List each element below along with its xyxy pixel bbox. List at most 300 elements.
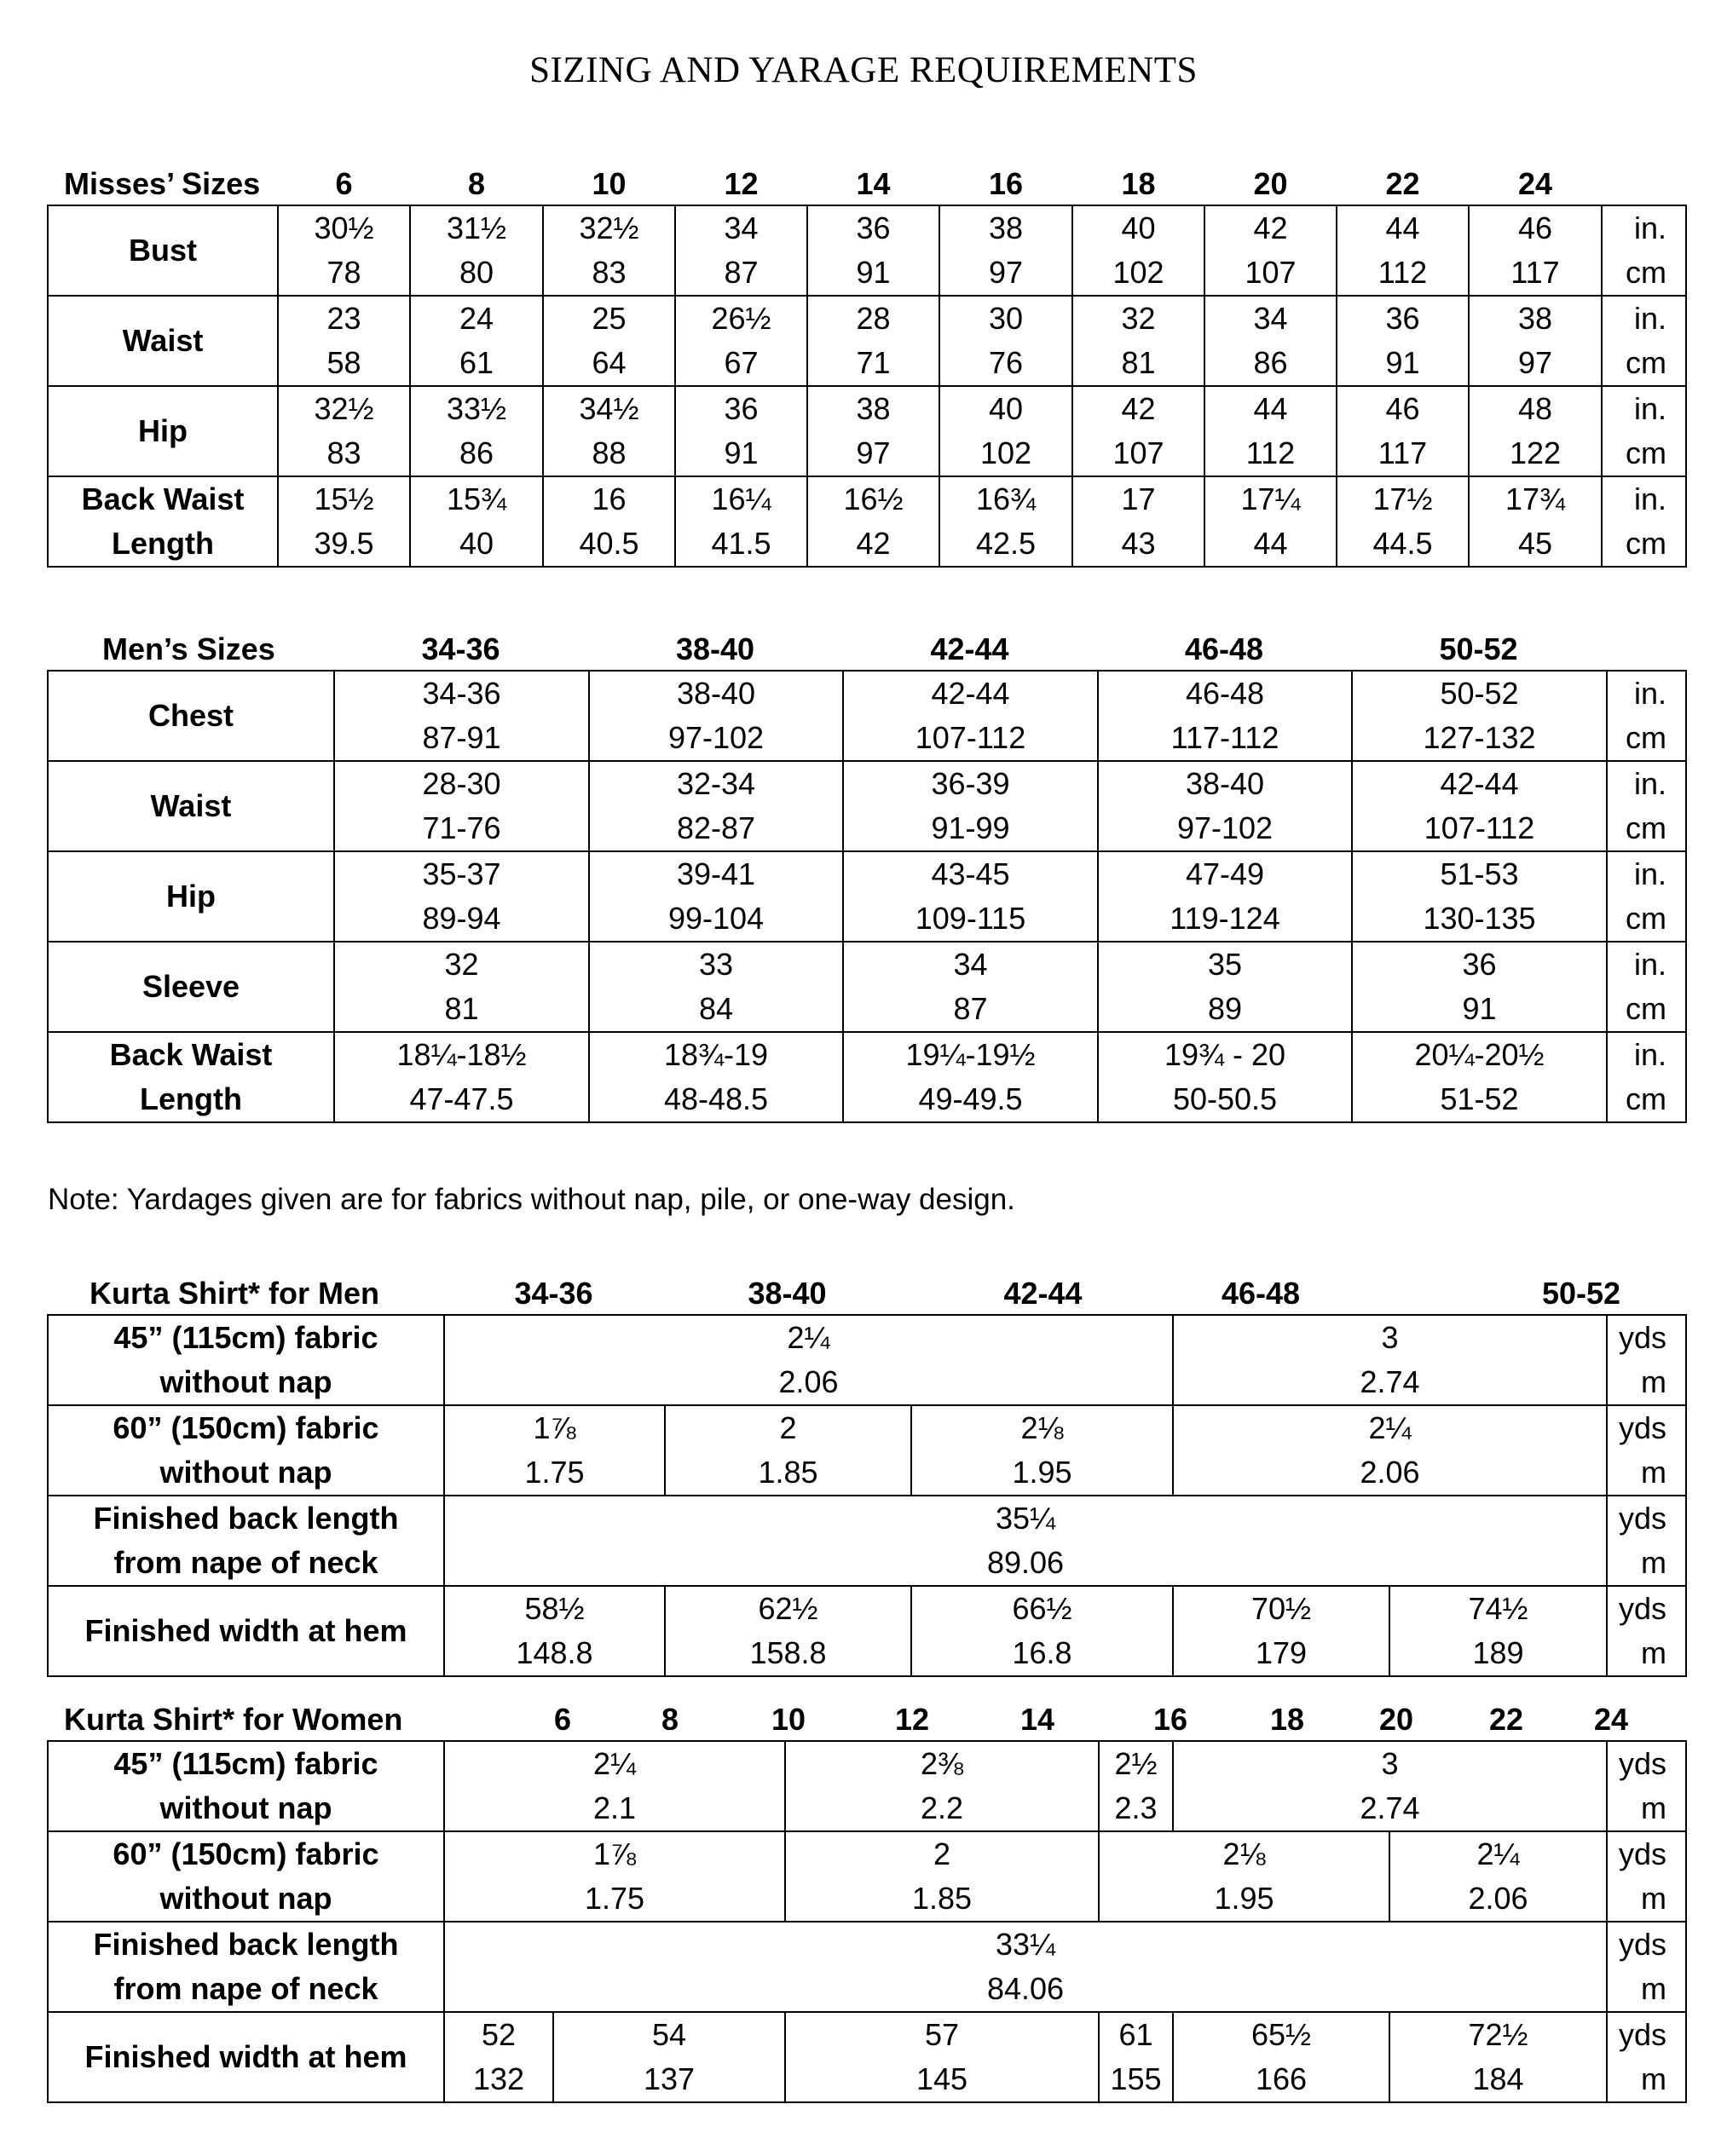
label-line: Back Waist xyxy=(81,481,245,516)
size-label: 50-52 xyxy=(1541,1276,1621,1311)
value-line: m xyxy=(1641,2061,1667,2096)
value-line: 2.06 xyxy=(778,1364,839,1399)
value-cell xyxy=(911,1586,1173,1676)
value-cell: 34 xyxy=(1204,296,1337,341)
value-line: 89.06 xyxy=(986,1545,1065,1580)
value-cell: 67 xyxy=(675,341,807,386)
unit-label xyxy=(1607,1496,1686,1586)
value-cell: 45 xyxy=(1469,522,1602,567)
table-row xyxy=(48,851,1686,896)
unit-label: cm xyxy=(1607,1077,1686,1122)
value-cell: 43 xyxy=(1072,522,1204,567)
value-line: 1⅞ xyxy=(533,1410,576,1445)
value-line: 145 xyxy=(915,2061,968,2096)
value-cell: 42-44 xyxy=(1352,761,1607,806)
value-cell xyxy=(444,1315,1173,1405)
row-label xyxy=(48,1032,334,1122)
value-cell: 107-112 xyxy=(1352,806,1607,851)
row-label xyxy=(48,205,278,296)
value-cell: 97-102 xyxy=(1098,806,1352,851)
label-line: Bust xyxy=(129,233,197,268)
value-cell: 25 xyxy=(543,296,675,341)
row-label xyxy=(48,1922,444,2012)
value-line: 2.2 xyxy=(921,1790,964,1825)
value-cell: 35 xyxy=(1098,942,1352,987)
value-cell: 17¾ xyxy=(1469,476,1602,522)
value-line: 62½ xyxy=(758,1591,818,1626)
value-line: 2.06 xyxy=(1360,1455,1420,1490)
value-cell: 39-41 xyxy=(589,851,843,896)
value-cell: 64 xyxy=(543,341,675,386)
value-cell: 83 xyxy=(543,251,675,296)
men-sizes-table xyxy=(47,670,1687,1123)
value-line: 2¼ xyxy=(787,1320,830,1355)
value-line: 74½ xyxy=(1468,1591,1528,1626)
value-cell: 48-48.5 xyxy=(589,1077,843,1122)
value-line: 2½ xyxy=(1114,1746,1158,1781)
kurta-women-label: Kurta Shirt* for Women xyxy=(64,1702,403,1737)
table-row xyxy=(48,1741,1686,1831)
value-cell: 32½ xyxy=(278,386,410,431)
value-cell: 46 xyxy=(1337,386,1469,431)
value-line: m xyxy=(1641,1790,1667,1825)
kurta-men-label: Kurta Shirt* for Men xyxy=(90,1276,380,1311)
value-line: 2¼ xyxy=(1368,1410,1412,1445)
value-cell: 34-36 xyxy=(334,671,589,716)
value-cell: 87-91 xyxy=(334,716,589,761)
label-line: from nape of neck xyxy=(113,1971,378,2006)
value-cell xyxy=(1389,1831,1607,1922)
table-row xyxy=(48,386,1686,431)
value-cell: 28-30 xyxy=(334,761,589,806)
value-line: 2¼ xyxy=(592,1746,637,1781)
value-cell: 46-48 xyxy=(1098,671,1352,716)
value-cell xyxy=(444,2012,553,2102)
value-cell: 91-99 xyxy=(843,806,1098,851)
value-line: 1⅞ xyxy=(592,1836,637,1871)
unit-label: cm xyxy=(1602,431,1686,476)
label-line: Hip xyxy=(138,413,188,448)
size-label: 42-44 xyxy=(930,631,1009,666)
value-cell xyxy=(553,2012,785,2102)
value-line: 155 xyxy=(1110,2061,1162,2096)
value-cell xyxy=(444,1405,665,1496)
value-cell: 76 xyxy=(939,341,1072,386)
value-line: yds xyxy=(1619,1836,1667,1871)
value-cell: 16¾ xyxy=(939,476,1072,522)
value-cell: 88 xyxy=(543,431,675,476)
unit-label: in. xyxy=(1602,476,1686,522)
table-row xyxy=(48,476,1686,522)
row-label xyxy=(48,1586,444,1676)
value-cell: 38 xyxy=(939,205,1072,251)
value-cell xyxy=(911,1405,1173,1496)
size-label: 10 xyxy=(592,166,627,201)
value-cell: 42 xyxy=(1204,205,1337,251)
value-cell: 32 xyxy=(1072,296,1204,341)
label-line: Chest xyxy=(147,698,234,733)
label-line: Sleeve xyxy=(142,969,240,1004)
value-cell xyxy=(1099,2012,1173,2102)
value-line: 2 xyxy=(779,1410,797,1445)
unit-label: cm xyxy=(1602,522,1686,567)
value-cell: 119-124 xyxy=(1098,896,1352,942)
value-line: 72½ xyxy=(1468,2017,1528,2052)
label-line: Back Waist xyxy=(109,1037,273,1072)
label-line: without nap xyxy=(159,1364,332,1399)
value-cell xyxy=(444,1741,785,1831)
value-line: m xyxy=(1641,1364,1667,1399)
value-cell: 16 xyxy=(543,476,675,522)
value-cell: 89 xyxy=(1098,987,1352,1032)
value-cell: 117 xyxy=(1469,251,1602,296)
value-line: 58½ xyxy=(524,1591,585,1626)
size-label: 12 xyxy=(724,166,759,201)
kurta-men-table xyxy=(47,1314,1687,1677)
label-line: Finished width at hem xyxy=(84,2039,407,2074)
value-cell: 38 xyxy=(807,386,939,431)
value-cell: 19¾ - 20 xyxy=(1098,1032,1352,1077)
value-cell: 127-132 xyxy=(1352,716,1607,761)
value-line: 2.3 xyxy=(1114,1790,1158,1825)
value-cell: 50-50.5 xyxy=(1098,1077,1352,1122)
value-line: 35¼ xyxy=(995,1501,1056,1536)
value-cell: 40.5 xyxy=(543,522,675,567)
value-line: 2.74 xyxy=(1360,1790,1420,1825)
page-title: SIZING AND YARAGE REQUIREMENTS xyxy=(529,50,1198,90)
value-cell: 38 xyxy=(1469,296,1602,341)
value-cell: 87 xyxy=(675,251,807,296)
value-line: 1.75 xyxy=(584,1881,645,1916)
row-label xyxy=(48,1315,444,1405)
value-cell: 80 xyxy=(410,251,543,296)
row-label xyxy=(48,476,278,567)
value-line: 137 xyxy=(643,2061,696,2096)
value-line: 184 xyxy=(1472,2061,1524,2096)
row-label xyxy=(48,761,334,851)
value-cell: 16½ xyxy=(807,476,939,522)
value-cell: 46 xyxy=(1469,205,1602,251)
kurta-women-header xyxy=(64,1696,1684,1744)
value-line: 65½ xyxy=(1250,2017,1312,2052)
value-cell: 107 xyxy=(1204,251,1337,296)
value-cell: 51-52 xyxy=(1352,1077,1607,1122)
row-label xyxy=(48,296,278,386)
value-cell xyxy=(1389,2012,1607,2102)
value-line: yds xyxy=(1619,1927,1667,1962)
value-cell: 32-34 xyxy=(589,761,843,806)
table-row xyxy=(48,671,1686,716)
size-label: 38-40 xyxy=(748,1276,827,1311)
label-line: from nape of neck xyxy=(113,1545,378,1580)
row-label xyxy=(48,386,278,476)
value-line: 3 xyxy=(1381,1320,1399,1355)
value-line: 132 xyxy=(472,2061,525,2096)
value-cell xyxy=(785,1831,1099,1922)
value-cell: 26½ xyxy=(675,296,807,341)
value-cell: 31½ xyxy=(410,205,543,251)
value-line: 148.8 xyxy=(516,1635,593,1670)
size-label: 12 xyxy=(894,1702,930,1737)
value-line: yds xyxy=(1619,1410,1667,1445)
size-label: 18 xyxy=(1121,166,1156,201)
value-cell: 61 xyxy=(410,341,543,386)
value-cell: 36 xyxy=(675,386,807,431)
row-label xyxy=(48,1741,444,1831)
value-cell: 107-112 xyxy=(843,716,1098,761)
value-cell: 48 xyxy=(1469,386,1602,431)
value-cell: 33½ xyxy=(410,386,543,431)
unit-label: in. xyxy=(1602,386,1686,431)
value-cell: 91 xyxy=(1337,341,1469,386)
value-line: yds xyxy=(1619,1591,1667,1626)
value-cell: 51-53 xyxy=(1352,851,1607,896)
label-line: 60” (150cm) fabric xyxy=(113,1836,379,1871)
value-cell: 97 xyxy=(807,431,939,476)
value-cell xyxy=(785,1741,1099,1831)
value-cell: 86 xyxy=(410,431,543,476)
value-line: 1.85 xyxy=(758,1455,818,1490)
row-label xyxy=(48,1405,444,1496)
value-cell: 91 xyxy=(1352,987,1607,1032)
value-cell xyxy=(1173,1405,1607,1496)
value-line: 189 xyxy=(1472,1635,1524,1670)
value-cell xyxy=(1173,1586,1389,1676)
value-cell: 18¼-18½ xyxy=(334,1032,589,1077)
misses-sizes-label: Misses’ Sizes xyxy=(64,166,261,201)
label-line: Finished width at hem xyxy=(84,1613,407,1648)
value-cell: 17¼ xyxy=(1204,476,1337,522)
kurta-men-header xyxy=(90,1270,1692,1317)
unit-label: cm xyxy=(1607,896,1686,942)
kurta-women-table xyxy=(47,1740,1687,2103)
size-label: 8 xyxy=(467,166,486,201)
label-line: without nap xyxy=(159,1881,332,1916)
value-cell: 83 xyxy=(278,431,410,476)
table-row xyxy=(48,431,1686,476)
men-sizes-label: Men’s Sizes xyxy=(102,631,275,666)
value-cell: 112 xyxy=(1337,251,1469,296)
label-line: Waist xyxy=(150,788,232,823)
unit-label: cm xyxy=(1607,716,1686,761)
size-label: 34-36 xyxy=(514,1276,593,1311)
value-cell: 44 xyxy=(1337,205,1469,251)
value-cell: 16¼ xyxy=(675,476,807,522)
value-cell: 71 xyxy=(807,341,939,386)
value-cell xyxy=(665,1586,911,1676)
value-cell: 99-104 xyxy=(589,896,843,942)
row-label xyxy=(48,671,334,761)
unit-label xyxy=(1607,1922,1686,2012)
value-line: m xyxy=(1641,1545,1667,1580)
value-cell: 15¾ xyxy=(410,476,543,522)
value-cell: 84 xyxy=(589,987,843,1032)
table-row xyxy=(48,1032,1686,1077)
size-label: 16 xyxy=(988,166,1024,201)
value-line: m xyxy=(1641,1455,1667,1490)
value-cell: 36 xyxy=(807,205,939,251)
size-label: 38-40 xyxy=(675,631,755,666)
value-cell: 20¼-20½ xyxy=(1352,1032,1607,1077)
table-row xyxy=(48,205,1686,251)
size-label: 46-48 xyxy=(1221,1276,1301,1311)
value-cell xyxy=(1173,1741,1607,1831)
table-row xyxy=(48,942,1686,987)
value-cell: 109-115 xyxy=(843,896,1098,942)
label-line: Hip xyxy=(166,879,216,914)
value-cell: 130-135 xyxy=(1352,896,1607,942)
men-size-header xyxy=(102,625,1688,673)
value-line: 61 xyxy=(1118,2017,1153,2052)
value-line: yds xyxy=(1619,1501,1667,1536)
value-cell: 44.5 xyxy=(1337,522,1469,567)
value-cell: 40 xyxy=(1072,205,1204,251)
value-line: yds xyxy=(1619,1320,1667,1355)
value-line: 70½ xyxy=(1250,1591,1312,1626)
value-line: 54 xyxy=(651,2017,687,2052)
value-line: 2⅜ xyxy=(921,1746,964,1781)
value-line: 179 xyxy=(1255,1635,1308,1670)
label-line: 45” (115cm) fabric xyxy=(113,1746,378,1781)
row-label xyxy=(48,851,334,942)
value-cell xyxy=(444,1831,785,1922)
value-line: 2.1 xyxy=(592,1790,637,1825)
value-cell: 58 xyxy=(278,341,410,386)
value-line: m xyxy=(1641,1881,1667,1916)
size-label: 18 xyxy=(1269,1702,1305,1737)
label-line: Finished back length xyxy=(93,1927,399,1962)
value-cell: 89-94 xyxy=(334,896,589,942)
value-line: 1.85 xyxy=(911,1881,973,1916)
unit-label xyxy=(1607,1831,1686,1922)
value-line: 16.8 xyxy=(1012,1635,1072,1670)
value-cell: 23 xyxy=(278,296,410,341)
value-cell: 38-40 xyxy=(1098,761,1352,806)
value-cell: 87 xyxy=(843,987,1098,1032)
value-cell: 36-39 xyxy=(843,761,1098,806)
value-line: 52 xyxy=(481,2017,517,2052)
table-row xyxy=(48,1405,1686,1496)
row-label xyxy=(48,942,334,1032)
size-label: 22 xyxy=(1488,1702,1524,1737)
value-cell: 44 xyxy=(1204,386,1337,431)
misses-size-header xyxy=(64,160,1684,208)
value-line: 3 xyxy=(1381,1746,1399,1781)
value-cell: 78 xyxy=(278,251,410,296)
value-line: 84.06 xyxy=(986,1971,1065,2006)
value-cell xyxy=(444,1922,1607,2012)
size-label: 14 xyxy=(1019,1702,1055,1737)
value-cell: 97-102 xyxy=(589,716,843,761)
value-cell: 42-44 xyxy=(843,671,1098,716)
label-line: Finished back length xyxy=(93,1501,399,1536)
value-line: 2.74 xyxy=(1360,1364,1420,1399)
value-cell: 42 xyxy=(807,522,939,567)
value-cell: 97 xyxy=(1469,341,1602,386)
label-line: 45” (115cm) fabric xyxy=(113,1320,378,1355)
unit-label: in. xyxy=(1602,296,1686,341)
value-cell: 34 xyxy=(843,942,1098,987)
value-cell: 42 xyxy=(1072,386,1204,431)
unit-label: in. xyxy=(1607,851,1686,896)
value-cell: 38-40 xyxy=(589,671,843,716)
value-cell: 32½ xyxy=(543,205,675,251)
value-line: 66½ xyxy=(1012,1591,1072,1626)
value-line: yds xyxy=(1619,1746,1667,1781)
value-cell xyxy=(444,1496,1607,1586)
value-cell: 40 xyxy=(410,522,543,567)
unit-label xyxy=(1607,1741,1686,1831)
value-cell: 36 xyxy=(1352,942,1607,987)
value-cell: 112 xyxy=(1204,431,1337,476)
value-cell: 50-52 xyxy=(1352,671,1607,716)
value-cell: 41.5 xyxy=(675,522,807,567)
value-line: 33¼ xyxy=(995,1927,1056,1962)
value-cell: 30½ xyxy=(278,205,410,251)
size-label: 10 xyxy=(771,1702,806,1737)
value-cell: 17½ xyxy=(1337,476,1469,522)
value-cell: 81 xyxy=(1072,341,1204,386)
value-cell: 91 xyxy=(807,251,939,296)
size-label: 24 xyxy=(1593,1702,1629,1737)
size-label: 22 xyxy=(1385,166,1420,201)
value-line: 1.95 xyxy=(1012,1455,1072,1490)
size-label: 8 xyxy=(661,1702,679,1737)
value-cell: 47-47.5 xyxy=(334,1077,589,1122)
table-row xyxy=(48,296,1686,341)
label-line: 60” (150cm) fabric xyxy=(113,1410,379,1445)
value-cell: 33 xyxy=(589,942,843,987)
value-cell: 36 xyxy=(1337,296,1469,341)
size-label: 24 xyxy=(1517,166,1553,201)
label-line: Waist xyxy=(122,323,204,358)
value-cell: 86 xyxy=(1204,341,1337,386)
unit-label: in. xyxy=(1607,671,1686,716)
value-cell: 43-45 xyxy=(843,851,1098,896)
row-label xyxy=(48,1496,444,1586)
size-label: 14 xyxy=(856,166,891,201)
table-row xyxy=(48,1922,1686,2012)
value-line: m xyxy=(1641,1971,1667,2006)
table-row xyxy=(48,341,1686,386)
row-label xyxy=(48,1831,444,1922)
unit-label: cm xyxy=(1607,806,1686,851)
label-line: Length xyxy=(140,1081,242,1116)
value-cell: 117 xyxy=(1337,431,1469,476)
value-cell: 17 xyxy=(1072,476,1204,522)
label-line: Length xyxy=(112,526,214,561)
value-line: 1.75 xyxy=(524,1455,585,1490)
value-cell: 28 xyxy=(807,296,939,341)
size-label: 46-48 xyxy=(1184,631,1264,666)
unit-label xyxy=(1607,1405,1686,1496)
table-row xyxy=(48,251,1686,296)
size-label: 16 xyxy=(1152,1702,1188,1737)
value-line: 1.95 xyxy=(1214,1881,1274,1916)
value-cell: 102 xyxy=(1072,251,1204,296)
unit-label: in. xyxy=(1607,1032,1686,1077)
row-label xyxy=(48,2012,444,2102)
value-line: 57 xyxy=(925,2017,960,2052)
value-line: 158.8 xyxy=(749,1635,827,1670)
value-cell: 81 xyxy=(334,987,589,1032)
value-cell: 18¾-19 xyxy=(589,1032,843,1077)
unit-label: cm xyxy=(1602,341,1686,386)
unit-label: in. xyxy=(1602,205,1686,251)
value-line: 2.06 xyxy=(1468,1881,1528,1916)
value-cell xyxy=(444,1586,665,1676)
value-cell: 122 xyxy=(1469,431,1602,476)
